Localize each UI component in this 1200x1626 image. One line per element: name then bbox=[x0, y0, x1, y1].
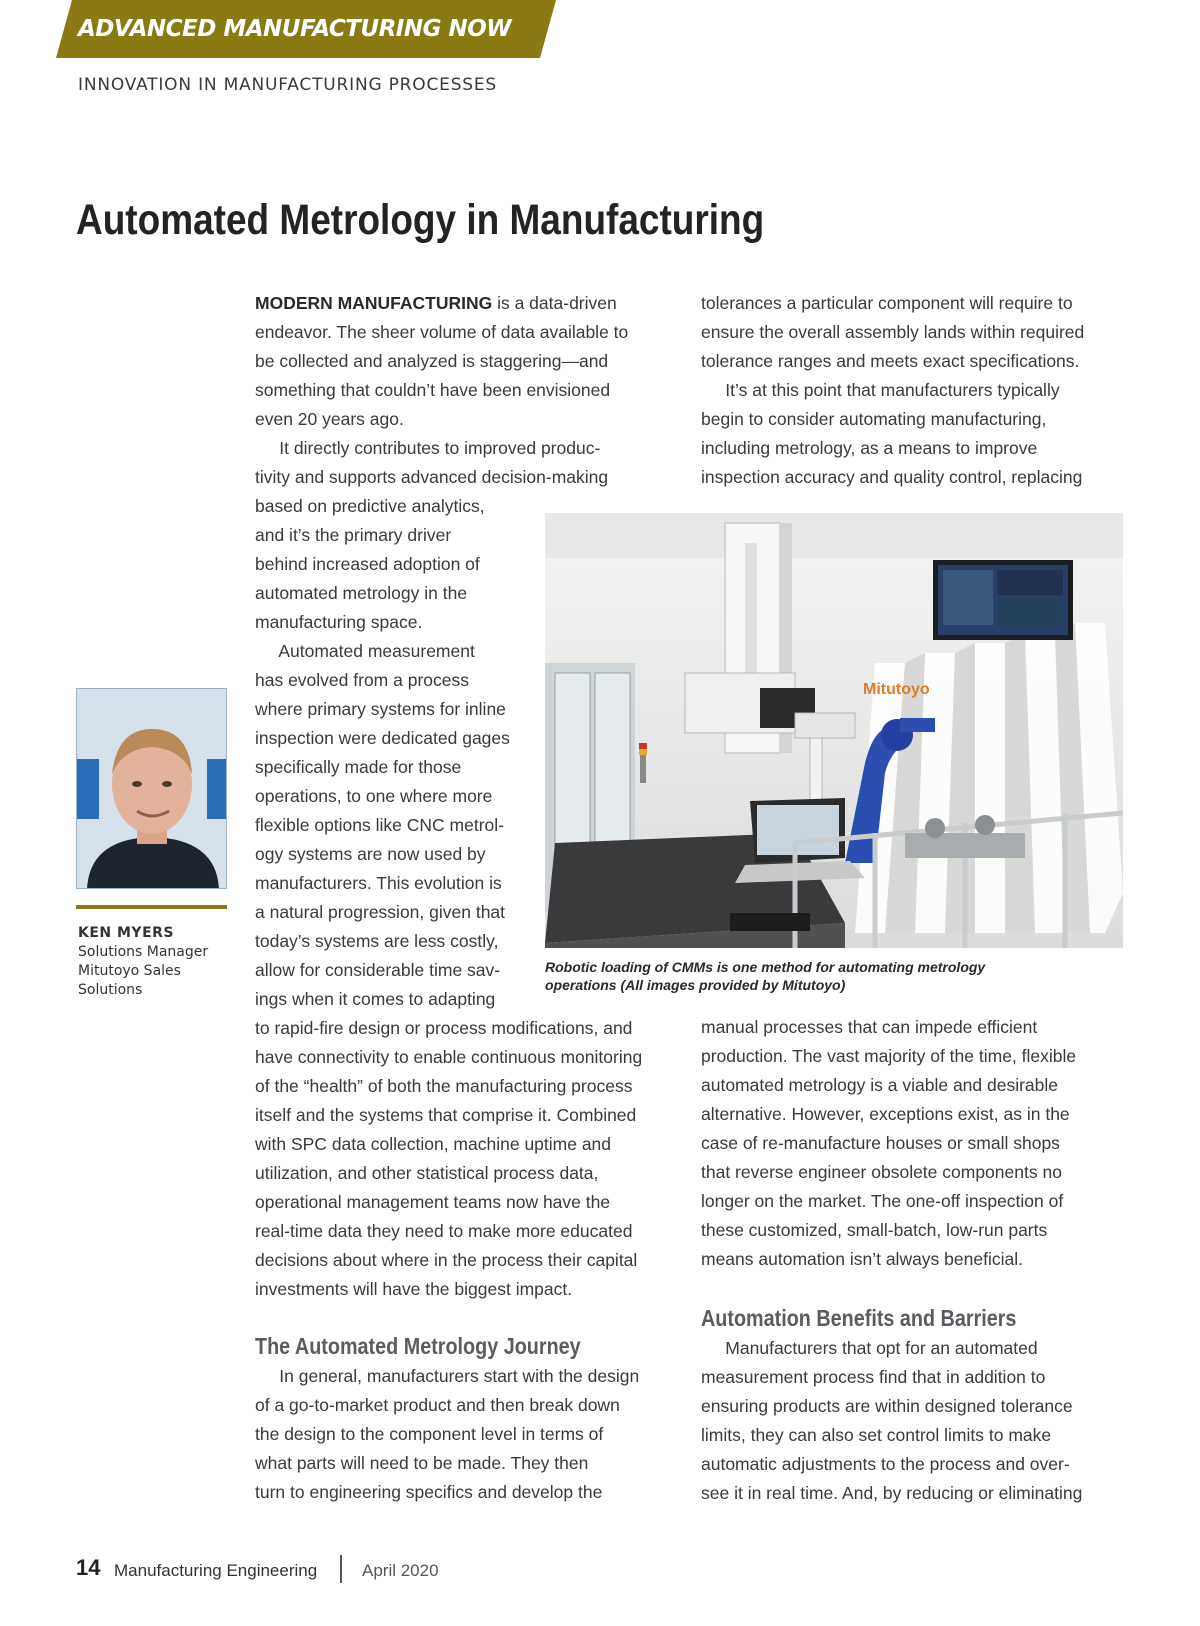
body-text-line: today’s systems are less costly, bbox=[255, 931, 499, 951]
body-text-line: a natural progression, given that bbox=[255, 902, 506, 922]
issue-date: April 2020 bbox=[362, 1561, 439, 1580]
body-text-line: to rapid-fire design or process modifications, and bbox=[255, 1018, 633, 1038]
body-text-line: investments will have the biggest impact. bbox=[255, 1279, 573, 1299]
brand-sign: Mitutoyo bbox=[863, 681, 930, 698]
body-text-line: operations, to one where more bbox=[255, 786, 493, 806]
body-text-line: manual processes that can impede efficient bbox=[701, 1017, 1038, 1037]
body-text-line: It’s at this point that manufacturers typically bbox=[701, 380, 1060, 400]
body-text-line: what parts will need to be made. They then bbox=[255, 1453, 589, 1473]
body-text-line: alternative. However, exceptions exist, as in the bbox=[701, 1104, 1070, 1124]
body-text-line: utilization, and other statistical process data, bbox=[255, 1163, 599, 1183]
body-text-line: automated metrology in the bbox=[255, 583, 468, 603]
body-text-line: has evolved from a process bbox=[255, 670, 469, 690]
body-text-line: see it in real time. And, by reducing or eliminating bbox=[701, 1483, 1083, 1503]
body-text-line: manufacturers. This evolution is bbox=[255, 873, 502, 893]
body-text-line: behind increased adoption of bbox=[255, 554, 480, 574]
body-text-line: production. The vast majority of the time, flexible bbox=[701, 1046, 1077, 1066]
body-text-line: the design to the component level in terms of bbox=[255, 1424, 604, 1444]
caption-line-1: Robotic loading of CMMs is one method for automating metrology bbox=[545, 959, 986, 975]
body-text-line: be collected and analyzed is staggering—and bbox=[255, 351, 609, 371]
footer-divider bbox=[340, 1555, 342, 1583]
body-text-line: that reverse engineer obsolete components no bbox=[701, 1162, 1062, 1182]
body-text-line bbox=[255, 289, 617, 318]
body-text-line: case of re-manufacture houses or small shops bbox=[701, 1133, 1060, 1153]
body-text-line: endeavor. The sheer volume of data available to bbox=[255, 322, 629, 342]
banner-title: ADVANCED MANUFACTURING NOW bbox=[78, 16, 512, 42]
subhead-journey: The Automated Metrology Journey bbox=[255, 1333, 581, 1359]
body-text-line: ogy systems are now used by bbox=[255, 844, 486, 864]
author-role: Solutions Manager bbox=[78, 944, 209, 960]
body-text-line: decisions about where in the process their capital bbox=[255, 1250, 638, 1270]
author-photo bbox=[76, 688, 227, 889]
page-number: 14 bbox=[76, 1555, 101, 1580]
body-text-line: even 20 years ago. bbox=[255, 409, 404, 429]
body-text-line: flexible options like CNC metrol- bbox=[255, 815, 504, 835]
body-text-line: operational management teams now have the bbox=[255, 1192, 611, 1212]
body-text-line: manufacturing space. bbox=[255, 612, 423, 632]
section-label: INNOVATION IN MANUFACTURING PROCESSES bbox=[78, 75, 498, 95]
body-text-line: where primary systems for inline bbox=[255, 699, 506, 719]
figure-image bbox=[545, 513, 1123, 948]
body-text-line: turn to engineering specifics and develop the bbox=[255, 1482, 603, 1502]
body-text-line: with SPC data collection, machine uptime and bbox=[255, 1134, 612, 1154]
body-text-line: In general, manufacturers start with the design bbox=[255, 1366, 640, 1386]
author-block bbox=[78, 924, 208, 1000]
body-text-line: tolerances a particular component will require to bbox=[701, 293, 1073, 313]
body-text: is a data-driven bbox=[492, 293, 617, 313]
body-text-line: Automated measurement bbox=[255, 641, 475, 661]
subhead-benefits: Automation Benefits and Barriers bbox=[701, 1305, 1017, 1331]
body-text-line: limits, they can also set control limits to make bbox=[701, 1425, 1052, 1445]
publication-name: Manufacturing Engineering bbox=[114, 1561, 318, 1580]
body-text-line: of the “health” of both the manufacturing process bbox=[255, 1076, 633, 1096]
body-text-line: longer on the market. The one-off inspection of bbox=[701, 1191, 1064, 1211]
body-text-line: ensure the overall assembly lands within required bbox=[701, 322, 1085, 342]
body-text-line: ensuring products are within designed tolerance bbox=[701, 1396, 1073, 1416]
article-title: Automated Metrology in Manufacturing bbox=[76, 196, 765, 244]
body-text-line: measurement process find that in addition to bbox=[701, 1367, 1046, 1387]
figure-caption bbox=[545, 958, 985, 994]
body-text-line: based on predictive analytics, bbox=[255, 496, 485, 516]
caption-line-2: operations (All images provided by Mitutoyo) bbox=[545, 977, 846, 993]
body-text-line: including metrology, as a means to improve bbox=[701, 438, 1038, 458]
body-text-line: automatic adjustments to the process and over- bbox=[701, 1454, 1070, 1474]
body-text-line: and it’s the primary driver bbox=[255, 525, 452, 545]
body-text-line: begin to consider automating manufacturing, bbox=[701, 409, 1047, 429]
lead-in-text: MODERN MANUFACTURING bbox=[255, 293, 493, 313]
body-text-line: these customized, small-batch, low-run parts bbox=[701, 1220, 1048, 1240]
body-text-line: automated metrology is a viable and desirable bbox=[701, 1075, 1059, 1095]
cmm-robot-photo-illustration bbox=[545, 513, 1123, 948]
body-text-line: tivity and supports advanced decision-making bbox=[255, 467, 609, 487]
body-text-line: something that couldn’t have been envisioned bbox=[255, 380, 611, 400]
body-text-line: inspection accuracy and quality control, replacing bbox=[701, 467, 1083, 487]
body-text-line: ings when it comes to adapting bbox=[255, 989, 496, 1009]
body-text-line: specifically made for those bbox=[255, 757, 462, 777]
author-company-1: Mitutoyo Sales bbox=[78, 963, 181, 979]
author-company-2: Solutions bbox=[78, 982, 143, 998]
author-name: KEN MYERS bbox=[78, 925, 174, 941]
body-text-line: Manufacturers that opt for an automated bbox=[701, 1338, 1038, 1358]
body-text-line: It directly contributes to improved produc- bbox=[255, 438, 601, 458]
author-rule bbox=[76, 905, 227, 909]
body-text-line: of a go-to-market product and then break down bbox=[255, 1395, 620, 1415]
body-text-line: real-time data they need to make more educated bbox=[255, 1221, 633, 1241]
body-text-line: itself and the systems that comprise it. Combined bbox=[255, 1105, 637, 1125]
body-text-line: tolerance ranges and meets exact specifications. bbox=[701, 351, 1080, 371]
body-text-line: have connectivity to enable continuous monitoring bbox=[255, 1047, 643, 1067]
body-text-line: means automation isn’t always beneficial. bbox=[701, 1249, 1023, 1269]
author-portrait-illustration bbox=[77, 689, 227, 889]
body-text-line: allow for considerable time sav- bbox=[255, 960, 501, 980]
body-text-line: inspection were dedicated gages bbox=[255, 728, 510, 748]
